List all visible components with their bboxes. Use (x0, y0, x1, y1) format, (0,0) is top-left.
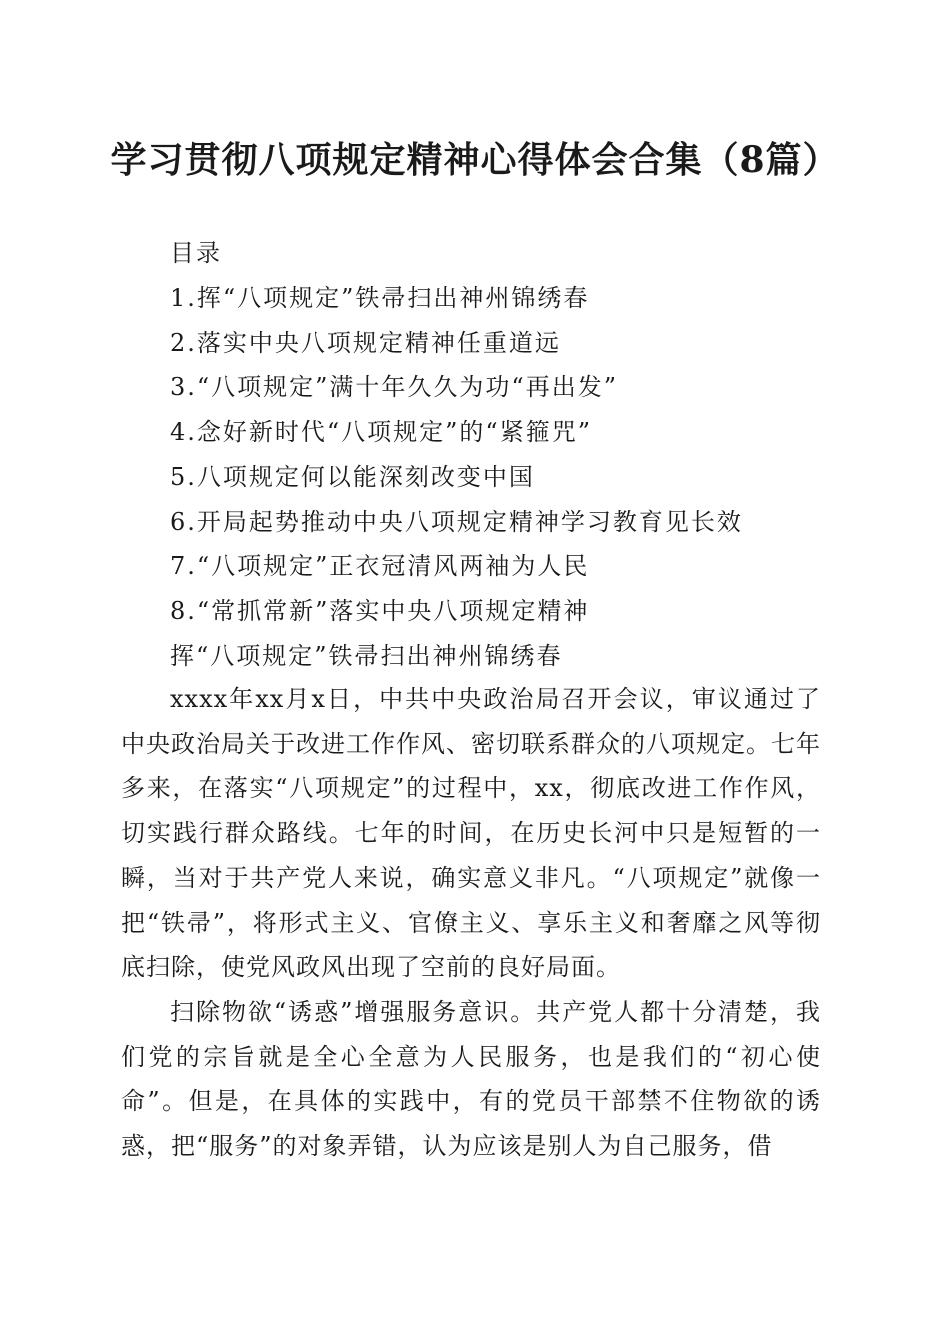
document-title: 学习贯彻八项规定精神心得体会合集（8篇） (110, 139, 840, 181)
toc-item-7: 7.“八项规定”正衣冠清风两袖为人民 (170, 552, 590, 580)
toc-item-8: 8.“常抓常新”落实中央八项规定精神 (170, 597, 590, 625)
toc-item-2: 2.落实中央八项规定精神任重道远 (170, 329, 561, 357)
toc-item-5: 5.八项规定何以能深刻改变中国 (170, 463, 535, 491)
section-title: 挥“八项规定”铁帚扫出神州锦绣春 (170, 642, 563, 670)
body-paragraph-2: 扫除物欲“诱惑”增强服务意识。共产党人都十分清楚，我们党的宗旨就是全心全意为人民服务，也是我们的“初心使命”。但是，在具体的实践中，有的党员干部禁不住物欲的诱惑，把“服务”的对象弄错，认为应该是别人为自己服务，借 (121, 998, 821, 1161)
toc-heading: 目录 (170, 239, 222, 267)
toc-item-3: 3.“八项规定”满十年久久为功“再出发” (170, 373, 618, 401)
body-paragraph-1: xxxx年xx月x日，中共中央政治局召开会议，审议通过了中央政治局关于改进工作作风、密切联系群众的八项规定。七年多来，在落实“八项规定”的过程中，xx，彻底改进工作作风，切实践行群众路线。七年的时间，在历史长河中只是短暂的一瞬，当对于共产党人来说，确实意义非凡。“八项规定”就像一把“铁帚”，将形式主义、官僚主义、享乐主义和奢靡之风等彻底扫除，使党风政风出现了空前的良好局面。 (121, 685, 821, 982)
toc-item-1: 1.挥“八项规定”铁帚扫出神州锦绣春 (170, 284, 590, 312)
toc-item-6: 6.开局起势推动中央八项规定精神学习教育见长效 (170, 508, 743, 536)
toc-item-4: 4.念好新时代“八项规定”的“紧箍咒” (170, 418, 592, 446)
